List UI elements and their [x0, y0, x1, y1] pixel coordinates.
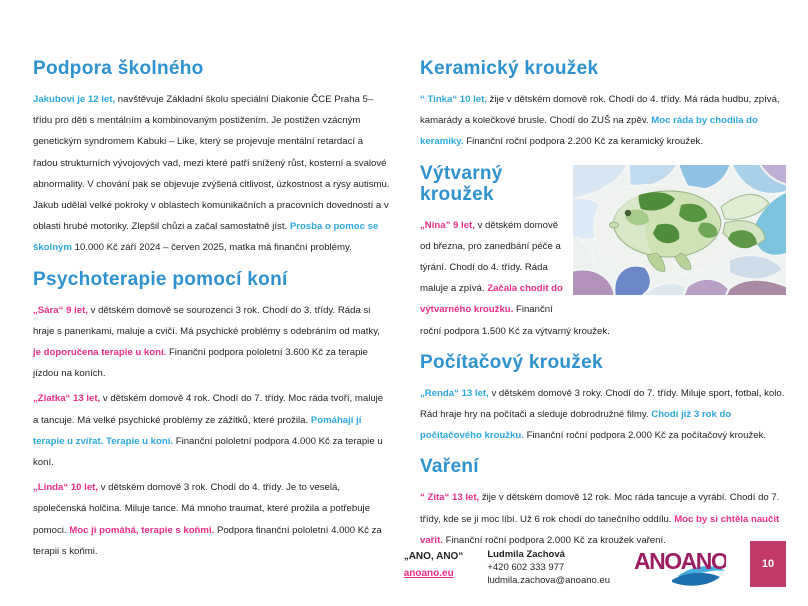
body-text: Finanční roční podpora 1.500 Kč za výtvarný kroužek.	[420, 304, 610, 337]
section-title: Psychoterapie pomocí koní	[33, 268, 288, 290]
highlighted-text: Pomáhají jí terapie u zvířat. Terapie u koní.	[33, 414, 362, 447]
highlighted-text: „Sára“ 9 let,	[33, 304, 88, 316]
highlighted-text: „Linda“ 10 let,	[33, 482, 99, 494]
body-text: v dětském domově od března, pro zanedbání péče a týrání. Chodí do 4. třídy. Ráda maluje a zpívá.	[420, 219, 561, 295]
body-text: Podpora finanční pololetní 4.000 Kč za terapii s koňmi.	[33, 524, 382, 557]
body-text: 10.000 Kč září 2024 – červen 2025, matka má finanční problémy.	[71, 242, 352, 254]
paragraph-jakub	[33, 89, 390, 259]
body-text: v dětském domově 4 rok. Chodí do 7. třídy. Moc ráda tvoří, maluje a tancuje. Má velké psychické problémy ze zážitků, které prožila.	[33, 393, 384, 426]
section-keramicky-krouzek	[420, 58, 786, 153]
highlighted-text: Začala chodit do výtvarného kroužku.	[420, 283, 563, 316]
body-text: v dětském domově se sourozenci 3 rok. Chodí do 3. třídy. Ráda si hraje s panenkami, maluje a cvičí. Má psychické problémy s odebráním od matky,	[33, 304, 380, 337]
contact-block	[487, 548, 610, 587]
section-podpora-skolneho	[33, 58, 390, 259]
body-text: Finanční roční podpora 2.000 Kč za počítačový kroužek.	[523, 430, 767, 442]
highlighted-text: Jakubovi je 12 let,	[33, 94, 116, 105]
highlighted-text: „Renda“ 13 let,	[420, 387, 489, 399]
body-text: navštěvuje Základní školu speciální Diakonie ČCE Praha 5– třídu pro děti s mentálním a kombinovaným postižením. Je postižen vzácným genetickým syndromem Kabuki – Like, který se projevuje mentální retardací a řadou strukturních vývojových vad, mezi které patří snížený růst, kosterní a svalové abnormality. V chování pak se objevuje zvýšená citlivost, úzkostnost a rysy autismu. Jakub udělal velké pokroky v oblastech komunikačních a pracovních dovedností a v oblasti hrubé motoriky. Zlepšil chůzi a začal samostatně jíst.	[33, 94, 390, 233]
paragraph-tinka	[420, 89, 786, 153]
section-vytvarny-krouzek	[420, 163, 786, 342]
section-title: Počítačový kroužek	[420, 351, 603, 373]
contact-email: ludmila.zachova@anoano.eu	[487, 575, 610, 586]
body-text: Finanční roční podpora 2.000 Kč za kroužek vaření.	[442, 534, 666, 546]
highlighted-text: Chodí již 3 rok do počítačového kroužku.	[420, 409, 732, 442]
body-text: žije v dětském domově 12 rok. Moc ráda tancuje a vyrábí. Chodí do 7. třídy, kde se ji moc líbí. Už 6 rok chodí do tanečního oddílu.	[420, 492, 780, 525]
section-title: Keramický kroužek	[420, 58, 599, 79]
paragraph-zlatka	[33, 388, 390, 473]
section-vareni	[420, 456, 786, 551]
website-link[interactable]: anoano.eu	[403, 568, 454, 579]
body-text: v dětském domově 3 roky. Chodí do 7. třídy. Miluje sport, fotbal, kolo. Rád hraje hry na počítači a sleduje dobrodružné filmy.	[420, 387, 785, 421]
page-number-badge: 10	[750, 541, 786, 587]
fish-drawing-image	[573, 165, 786, 295]
contact-name: Ludmila Zachová	[487, 549, 565, 560]
column-right	[420, 58, 786, 555]
highlighted-text: “ Zita“ 13 let,	[420, 492, 480, 504]
paragraph-renda	[420, 383, 786, 447]
body-text: Finanční podpora pololetní 3.600 Kč za terapie jízdou na koních.	[33, 347, 368, 380]
highlighted-text: “ Tinka“ 10 let,	[420, 94, 488, 105]
body-text: žije v dětském domově rok. Chodí do 4. třídy. Má ráda hudbu, zpívá, kamarády a kolečkové brusle. Chodí do ZUŠ na zpěv.	[420, 94, 780, 127]
body-text: Finanční pololetní podpora 4.000 Kč za terapie u koní.	[33, 435, 383, 469]
section-title: Výtvarný kroužek	[420, 162, 503, 205]
body-text: v dětském domově 3 rok. Chodí do 4. třídy. Je to veselá, společenská holčina. Miluje tance. Má mnoho traumat, které prožila a potřebuje pomoci.	[33, 482, 371, 536]
section-psychoterapie	[33, 269, 390, 562]
paragraph-linda	[33, 477, 390, 562]
paragraph-sara	[33, 300, 390, 385]
body-text: Finanční roční podpora 2.200 Kč za keramický kroužek.	[463, 136, 703, 148]
highlighted-text: Moc by si chtěla naučit vařit.	[420, 513, 780, 546]
anoano-logo	[634, 545, 726, 594]
column-left	[33, 58, 390, 566]
section-title: Podpora školného	[33, 58, 204, 79]
section-title: Vaření	[420, 456, 479, 478]
highlighted-text: Moc ráda by chodila do keramiky.	[420, 115, 758, 148]
org-name: „ANO, ANO“	[403, 551, 464, 562]
highlighted-text: „Nina” 9 let,	[420, 219, 475, 231]
highlighted-text: Prosba o pomoc se školným	[33, 221, 379, 254]
org-block	[404, 548, 464, 582]
highlighted-text: je doporučena terapie u koní.	[33, 347, 167, 359]
contact-phone: +420 602 333 977	[487, 562, 565, 573]
section-pocitacovy-krouzek	[420, 352, 786, 447]
footer	[404, 541, 786, 594]
highlighted-text: Moc ji pomáhá, terapie s koňmi.	[69, 524, 215, 536]
highlighted-text: „Zlatka“ 13 let,	[33, 393, 101, 405]
logo-text: ANOANO	[634, 548, 726, 574]
